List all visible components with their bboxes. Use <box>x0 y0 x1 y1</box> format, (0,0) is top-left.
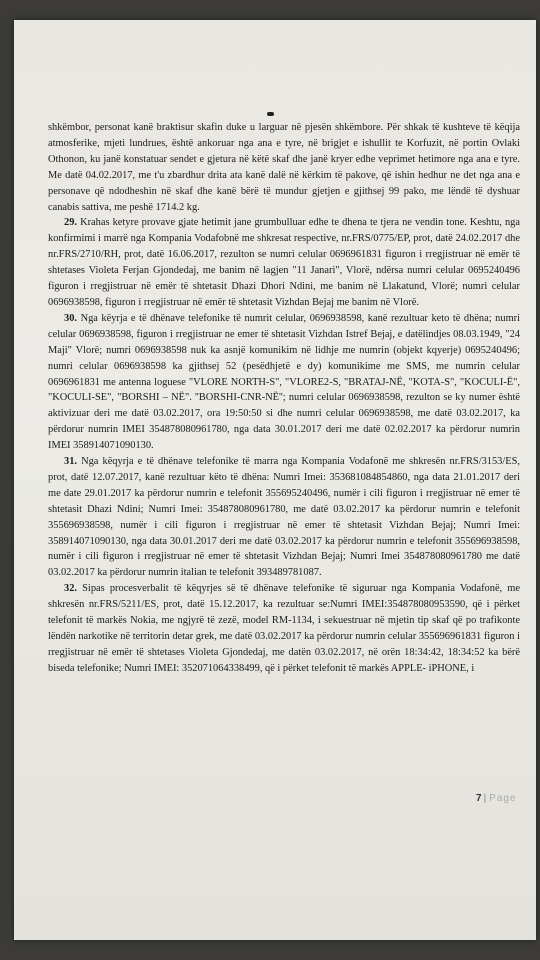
paragraph-text: Nga këqyrja e të dhënave telefonike të marra nga Kompania Vodafonë me shkresën nr.FRS/3153/ES, prot, datë 12.07.2017, kanë rezultuar këto të dhëna: Numri Imei: 353681084854860, nga data 21.01.2017 deri me date 29.01.2017 ka përdorur numrin e telefonit 355695240496, numër i cili figuron i rregjistruar në emer të shtetasit Dhazi Ndini; Numri Imei: 354878080961780, me datë 03.02.2017 ka përdorur numrin e telefonit 355696938598, numër i cili figuron i rregjistruar në emer të shtetasit Vizhdan Bejaj; Numri Imei: 358914071090130, nga data 30.01.2017 deri me datë 03.02.2017 ka përdorur numrin e telefonit 355696938598, numër i cili figuron i rregjistruar në emer të shtetasit Vizhdan Bejaj; Numri Imei 354878080961780 me datë 03.02.2017 ka përdorur numrin italian te telefonit 393489781087. <box>48 456 520 579</box>
paragraph-text: Krahas ketyre provave gjate hetimit jane grumbulluar edhe te dhena te tjera ne vendin tone. Keshtu, nga konfirmimi i marrë nga Kompania Vodafobnë me shkresat respective, nr.FRS/0775/EP, prot, datë 24.02.2017 dhe nr.FRS/2710/RH, prot, datë 16.06.2017, rezulton se numri celular 0696961831 figuron i rregjistruar në emër të shtetases Violeta Ferjan Gjondedaj, me banim në lagjen "11 Janari", Vlorë, ndërsa numri celular 0695240496 figuron i rregjistruar në emër të shtetasit Dhazi Dhori Ndini, me banim në Llakatund, Vlorë; numri celular 0696938598, figuron i rregjistruar në emër të shtetasit Vizhdan Bejaj me banim në Vlorë. <box>48 217 520 308</box>
paragraph-text: Sipas procesverbalit të këqyrjes së të dhënave telefonike të siguruar nga Kompania Vodafonë, me shkresën nr.FRS/5211/ES, prot, datë 15.12.2017, ka rezultuar se:Numri IMEI:354878080953590, që i përket telefonit të markës Nokia, me ngjyrë të zezë, model RM-1134, i sekuestruar në mjetin tip skaf që po trafikonte lëndën narkotike në territorin detar grek, me datë 03.02.2017 ka përdorur numrin celular 355696961831 figuron i rregjistruar në emër të shtetases Violeta Gjondedaj, me datën 03.02.2017, në orën 18:34:42, 18:34:52 ka bërë biseda telefonike; Numri IMEI: 352071064338499, që i përket telefonit të markës APPLE- iPHONE, i <box>48 583 520 674</box>
paragraph-28-continuation <box>48 120 520 215</box>
paragraph-29 <box>48 215 520 310</box>
paragraph-text: Nga këyrja e të dhënave telefonike të numrit celular, 0696938598, kanë rezultuar keto të dhëna; numri celular 0696938598, figuron i rregjistruar ne emer të shtetasit Vizhdan Istref Bejaj, e datëlindjes 08.03.1949, "24 Maji" Vlorë; numri 0696938598 nuk ka asnjë komunikim në lidhje me numrin (objekt kqyerje) 0695240496; numri celular 0696938598 ka gjithsej 52 (pesëdhjetë e dy) komunikime me SMS, me numrin celular 0696961831 me antenna loguese "VLORE NORTH-S", "VLORE2-S, "BRATAJ-NË, "KOTA-S", "KOCULI-Ë", "KOCULI-SE", "BORSHI – NË". ''BORSHI-CNR-NË''; numri celular 0696938598, rezulton se ky numer është aktivizuar deri me datë 03.02.2017, ora 19:50:50 si dhe numri celular 0696938598, me datë 03.02.2017, ka përdorur numrin IMEI 354878080961780, nga data 30.01.2017 deri me datë 02.02.2017 ka përdorur numrin IMEI 358914071090130. <box>48 312 520 452</box>
footer-separator: | <box>483 793 487 804</box>
paragraph-number: 32. <box>64 583 77 595</box>
paragraph-30 <box>48 311 520 454</box>
document-page <box>14 20 536 940</box>
paragraph-number: 30. <box>64 312 77 324</box>
paragraph-number: 29. <box>64 217 77 229</box>
paragraph-text: shkëmbor, personat kanë braktisur skafin duke u larguar në pjesën shkëmbore. Për shkak të kushteve të këqija atmosferike, mjeti lundrues, është ankoruar nga ana e tyre, në brigjet e ishullit te Korfuzit, në portin Ovlaki Othonon, ku janë konstatuar sendet e gjetura në këtë skaf dhe janë kryer edhe veprimet hetimore nga ana e tyre. Me datë 04.02.2017, me t'u zbardhur drita ata kanë dalë në kërkim të pakove, që ishin hedhur ne det nga ana e personave që ndodheshin në skaf dhe kanë bërë të mundur gjetjen e gjithsej 99 pako, me lëndë të dyshuar canabis sattiva, me peshë 1714.2 kg. <box>48 122 520 213</box>
document-body <box>48 120 520 677</box>
punch-hole <box>267 112 274 116</box>
page-number: 7 <box>476 793 482 804</box>
paragraph-31 <box>48 454 520 581</box>
paragraph-32 <box>48 581 520 676</box>
paragraph-number: 31. <box>64 456 77 468</box>
page-footer <box>476 793 517 804</box>
page-label: Page <box>489 793 517 804</box>
